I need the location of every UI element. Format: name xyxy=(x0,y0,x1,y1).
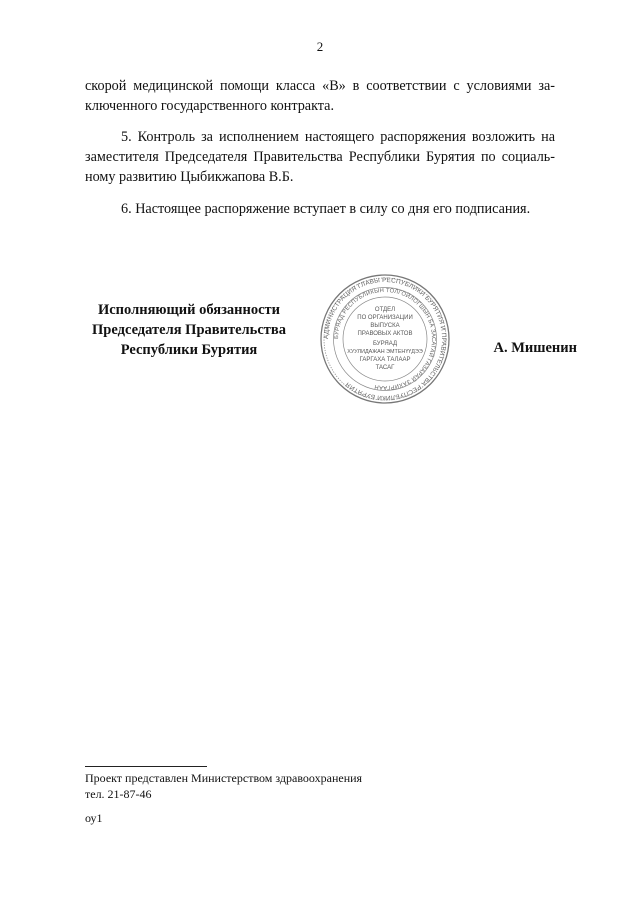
seal-center-line: ПО ОРГАНИЗАЦИИ xyxy=(357,315,413,321)
svg-text:БУРЯАД РЕСПУБЛИКЫН ТОЛГОЙЛОГШЫ xyxy=(334,288,436,390)
paragraph-control xyxy=(85,127,555,187)
signatory-title xyxy=(72,300,306,360)
page-number: 2 xyxy=(316,39,324,54)
seal-center-line: ТАСАГ xyxy=(375,365,395,371)
seal-center-line: БУРЯАД xyxy=(372,341,398,347)
footer-project-note: Проект представлен Министерством здравоохранения xyxy=(85,771,363,785)
seal-center-line: ОТДЕЛ xyxy=(374,307,396,313)
text-line: заместителя Председателя Правительства Республики Бурятия по социаль- xyxy=(85,149,555,165)
seal-inner-text: БУРЯАД РЕСПУБЛИКЫН ТОЛГОЙЛОГШЫН БА ЗАСАГАЙ ГАЗАРАЙ ЗАХИРГААН xyxy=(333,287,437,391)
footnote-divider xyxy=(85,766,207,767)
signatory-title-line: Председателя Правительства xyxy=(92,322,286,338)
footer-doc-code: оу1 xyxy=(85,811,103,825)
svg-text:АДМИНИСТРАЦИЯ ГЛАВЫ РЕСПУБЛИКИ xyxy=(323,277,447,401)
paragraph-contract xyxy=(85,76,555,116)
signatory-title-line: Республики Бурятия xyxy=(120,342,258,358)
text-line: скорой медицинской помощи класса «В» в соответствии с условиями за- xyxy=(85,78,555,94)
seal-center-line: ГАРГАХА ТАЛААР xyxy=(359,357,411,363)
footer-phone: тел. 21-87-46 xyxy=(85,787,152,801)
signatory-name: А. Мишенин xyxy=(493,340,577,356)
text-line: 5. Контроль за исполнением настоящего распоряжения возложить на xyxy=(121,129,555,145)
seal-center-line: ПРАВОВЫХ АКТОВ xyxy=(357,331,413,337)
text-line: ключенного государственного контракта. xyxy=(85,98,335,114)
paragraph-effect xyxy=(85,199,555,219)
seal-center-line: ХУУЛИДАЖАН ЭМТЕНҮҮДЭЭ xyxy=(347,349,423,355)
official-seal xyxy=(319,273,451,405)
seal-outer-text: АДМИНИСТРАЦИЯ ГЛАВЫ РЕСПУБЛИКИ БУРЯТИЯ И ПРАВИТЕЛЬСТВА РЕСПУБЛИКИ БУРЯТИЯ xyxy=(322,276,448,402)
signatory-title-line: Исполняющий обязанности xyxy=(97,302,281,318)
text-line: 6. Настоящее распоряжение вступает в силу со дня его подписания. xyxy=(121,201,531,217)
text-line: ному развитию Цыбикжапова В.Б. xyxy=(85,169,294,185)
seal-center-line: ВЫПУСКА xyxy=(370,323,400,329)
